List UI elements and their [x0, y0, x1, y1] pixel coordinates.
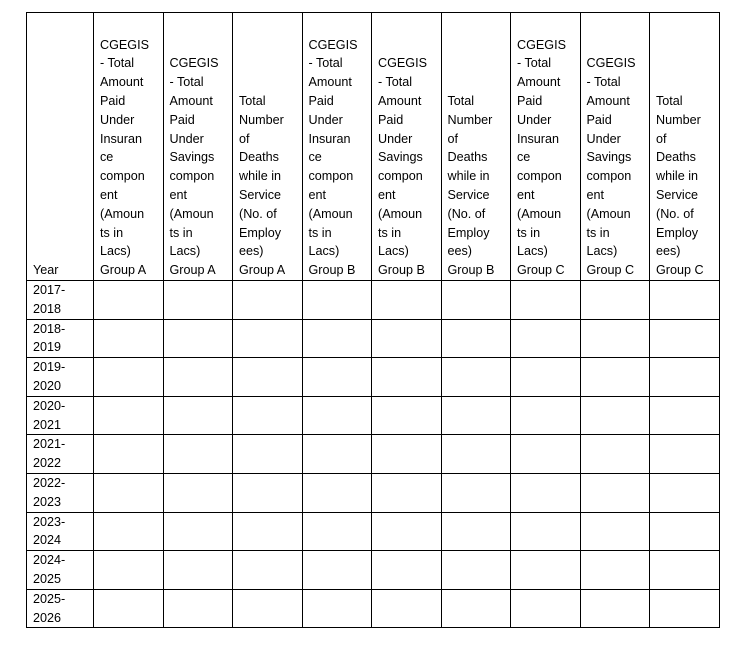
- insurance-group-b-cell[interactable]: [302, 473, 372, 512]
- deaths-group-c-cell[interactable]: [650, 551, 720, 590]
- savings-group-b-cell[interactable]: [372, 396, 442, 435]
- deaths-group-a-cell[interactable]: [233, 551, 303, 590]
- savings-group-c-cell[interactable]: [580, 512, 650, 551]
- deaths-group-a-cell[interactable]: [233, 473, 303, 512]
- deaths-group-b-cell[interactable]: [441, 551, 511, 590]
- year-cell: 2023- 2024: [27, 512, 94, 551]
- deaths-group-c-cell[interactable]: [650, 358, 720, 397]
- year-cell: 2024- 2025: [27, 551, 94, 590]
- insurance-group-b-cell[interactable]: [302, 551, 372, 590]
- deaths-group-b-cell[interactable]: [441, 281, 511, 320]
- insurance-group-a-cell[interactable]: [94, 281, 164, 320]
- deaths-group-a-cell[interactable]: [233, 319, 303, 358]
- savings-group-c-cell[interactable]: [580, 358, 650, 397]
- insurance-group-b-cell[interactable]: [302, 589, 372, 628]
- deaths-group-b-cell[interactable]: [441, 396, 511, 435]
- savings-group-c-cell[interactable]: [580, 319, 650, 358]
- savings-group-b-cell[interactable]: [372, 435, 442, 474]
- deaths-group-a-cell[interactable]: [233, 435, 303, 474]
- insurance-group-a-cell[interactable]: [94, 589, 164, 628]
- insurance-group-b-cell[interactable]: [302, 396, 372, 435]
- column-header-savings-group-b: CGEGIS - Total Amount Paid Under Savings compon ent (Amoun ts in Lacs) Group B: [372, 13, 442, 281]
- insurance-group-c-cell[interactable]: [511, 589, 581, 628]
- table-row: [27, 512, 720, 551]
- deaths-group-b-cell[interactable]: [441, 589, 511, 628]
- savings-group-c-cell[interactable]: [580, 551, 650, 590]
- savings-group-a-cell[interactable]: [163, 589, 233, 628]
- savings-group-c-cell[interactable]: [580, 435, 650, 474]
- table-row: [27, 396, 720, 435]
- data-table: [26, 12, 720, 628]
- year-cell: 2017- 2018: [27, 281, 94, 320]
- insurance-group-a-cell[interactable]: [94, 319, 164, 358]
- insurance-group-b-cell[interactable]: [302, 435, 372, 474]
- insurance-group-c-cell[interactable]: [511, 319, 581, 358]
- year-cell: 2022- 2023: [27, 473, 94, 512]
- deaths-group-b-cell[interactable]: [441, 435, 511, 474]
- column-header-savings-group-a: CGEGIS - Total Amount Paid Under Savings compon ent (Amoun ts in Lacs) Group A: [163, 13, 233, 281]
- column-header-year: Year: [27, 13, 94, 281]
- savings-group-a-cell[interactable]: [163, 319, 233, 358]
- table-row: [27, 551, 720, 590]
- column-header-deaths-group-b: Total Number of Deaths while in Service (No. of Employ ees) Group B: [441, 13, 511, 281]
- table-body: [27, 281, 720, 628]
- insurance-group-c-cell[interactable]: [511, 396, 581, 435]
- insurance-group-c-cell[interactable]: [511, 358, 581, 397]
- insurance-group-b-cell[interactable]: [302, 512, 372, 551]
- savings-group-a-cell[interactable]: [163, 396, 233, 435]
- column-header-savings-group-c: CGEGIS - Total Amount Paid Under Savings compon ent (Amoun ts in Lacs) Group C: [580, 13, 650, 281]
- insurance-group-a-cell[interactable]: [94, 435, 164, 474]
- insurance-group-c-cell[interactable]: [511, 512, 581, 551]
- deaths-group-a-cell[interactable]: [233, 396, 303, 435]
- insurance-group-c-cell[interactable]: [511, 281, 581, 320]
- savings-group-c-cell[interactable]: [580, 396, 650, 435]
- savings-group-b-cell[interactable]: [372, 512, 442, 551]
- insurance-group-c-cell[interactable]: [511, 435, 581, 474]
- deaths-group-a-cell[interactable]: [233, 358, 303, 397]
- insurance-group-b-cell[interactable]: [302, 281, 372, 320]
- deaths-group-b-cell[interactable]: [441, 319, 511, 358]
- deaths-group-a-cell[interactable]: [233, 281, 303, 320]
- table-row: [27, 589, 720, 628]
- table-row: [27, 281, 720, 320]
- insurance-group-a-cell[interactable]: [94, 358, 164, 397]
- column-header-deaths-group-a: Total Number of Deaths while in Service (No. of Employ ees) Group A: [233, 13, 303, 281]
- column-header-insurance-group-b: CGEGIS - Total Amount Paid Under Insuran ce compon ent (Amoun ts in Lacs) Group B: [302, 13, 372, 281]
- savings-group-c-cell[interactable]: [580, 473, 650, 512]
- column-header-insurance-group-a: CGEGIS - Total Amount Paid Under Insuran ce compon ent (Amoun ts in Lacs) Group A: [94, 13, 164, 281]
- deaths-group-c-cell[interactable]: [650, 512, 720, 551]
- deaths-group-c-cell[interactable]: [650, 435, 720, 474]
- year-cell: 2019- 2020: [27, 358, 94, 397]
- savings-group-a-cell[interactable]: [163, 358, 233, 397]
- savings-group-b-cell[interactable]: [372, 473, 442, 512]
- table-row: [27, 473, 720, 512]
- insurance-group-a-cell[interactable]: [94, 396, 164, 435]
- table-row: [27, 435, 720, 474]
- insurance-group-a-cell[interactable]: [94, 551, 164, 590]
- deaths-group-b-cell[interactable]: [441, 358, 511, 397]
- insurance-group-c-cell[interactable]: [511, 551, 581, 590]
- table-header: [27, 13, 720, 281]
- column-header-deaths-group-c: Total Number of Deaths while in Service (No. of Employ ees) Group C: [650, 13, 720, 281]
- insurance-group-b-cell[interactable]: [302, 358, 372, 397]
- savings-group-b-cell[interactable]: [372, 319, 442, 358]
- insurance-group-a-cell[interactable]: [94, 473, 164, 512]
- savings-group-b-cell[interactable]: [372, 589, 442, 628]
- insurance-group-c-cell[interactable]: [511, 473, 581, 512]
- year-cell: 2020- 2021: [27, 396, 94, 435]
- deaths-group-c-cell[interactable]: [650, 319, 720, 358]
- column-header-insurance-group-c: CGEGIS - Total Amount Paid Under Insuran ce compon ent (Amoun ts in Lacs) Group C: [511, 13, 581, 281]
- savings-group-b-cell[interactable]: [372, 358, 442, 397]
- deaths-group-c-cell[interactable]: [650, 396, 720, 435]
- savings-group-a-cell[interactable]: [163, 435, 233, 474]
- insurance-group-a-cell[interactable]: [94, 512, 164, 551]
- table-row: [27, 319, 720, 358]
- header-row: [27, 13, 720, 281]
- year-cell: 2018- 2019: [27, 319, 94, 358]
- year-cell: 2021- 2022: [27, 435, 94, 474]
- savings-group-a-cell[interactable]: [163, 473, 233, 512]
- deaths-group-b-cell[interactable]: [441, 512, 511, 551]
- savings-group-a-cell[interactable]: [163, 551, 233, 590]
- deaths-group-b-cell[interactable]: [441, 473, 511, 512]
- savings-group-c-cell[interactable]: [580, 589, 650, 628]
- deaths-group-c-cell[interactable]: [650, 281, 720, 320]
- savings-group-a-cell[interactable]: [163, 512, 233, 551]
- table-row: [27, 358, 720, 397]
- document-sheet: [26, 12, 720, 628]
- deaths-group-a-cell[interactable]: [233, 512, 303, 551]
- deaths-group-c-cell[interactable]: [650, 589, 720, 628]
- savings-group-b-cell[interactable]: [372, 281, 442, 320]
- savings-group-a-cell[interactable]: [163, 281, 233, 320]
- insurance-group-b-cell[interactable]: [302, 319, 372, 358]
- deaths-group-a-cell[interactable]: [233, 589, 303, 628]
- deaths-group-c-cell[interactable]: [650, 473, 720, 512]
- year-cell: 2025- 2026: [27, 589, 94, 628]
- savings-group-b-cell[interactable]: [372, 551, 442, 590]
- savings-group-c-cell[interactable]: [580, 281, 650, 320]
